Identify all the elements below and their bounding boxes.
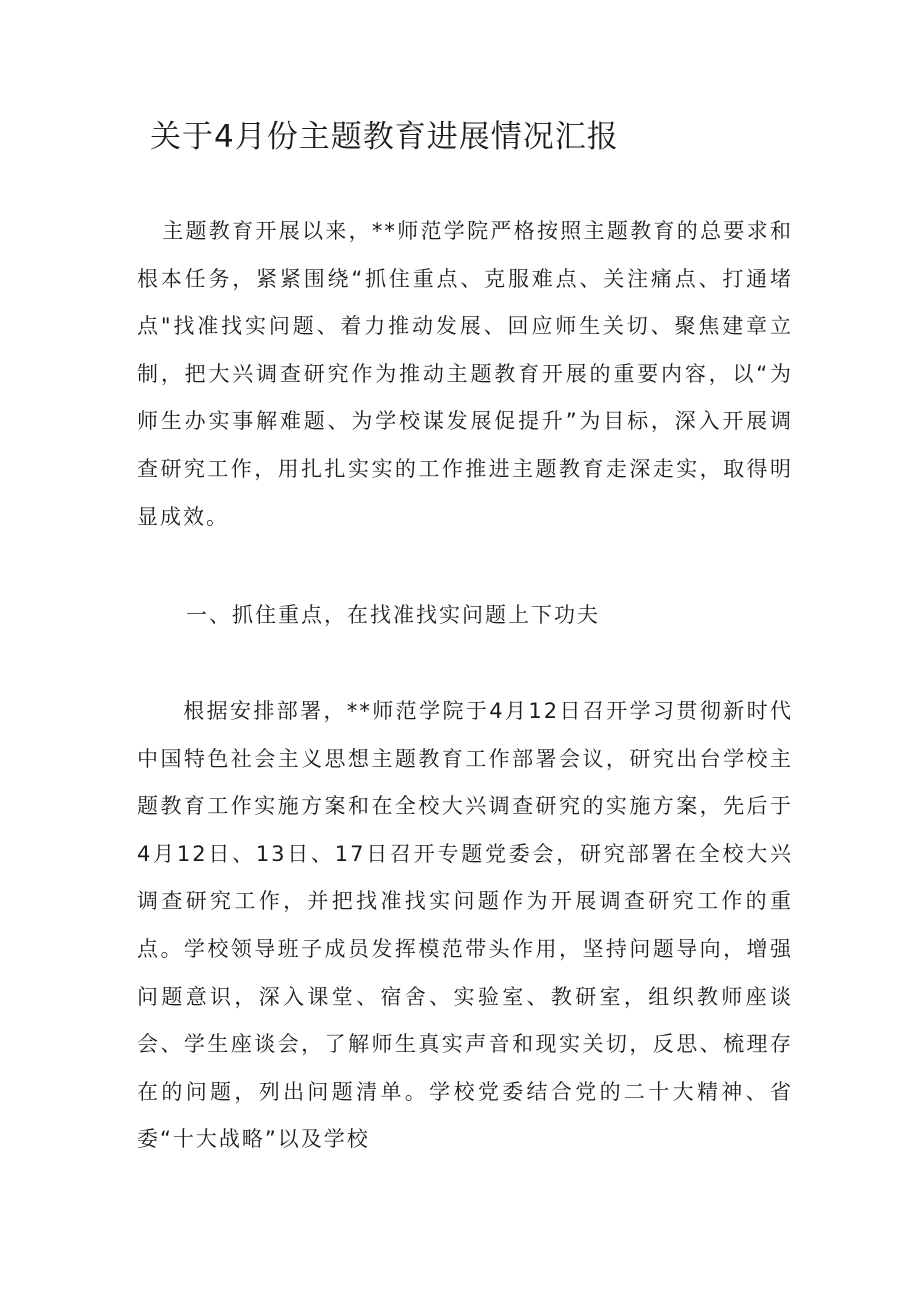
section-heading: 一、抓住重点，在找准找实问题上下功夫: [186, 603, 600, 627]
section-paragraph: 根据安排部署，**师范学院于4月12日召开学习贯彻新时代中国特色社会主义思想主题教育工作部署会议，研究出台学校主题教育工作实施方案和在全校大兴调查研究的实施方案，先后于4月12日、13日、17日召开专题党委会，研究部署在全校大兴调查研究工作，并把找准找实问题作为开展调查研究工作的重点。学校领导班子成员发挥模范带头作用，坚持问题导向，增强问题意识，深入课堂、宿舍、实验室、教研室，组织教师座谈会、学生座谈会，了解师生真实声音和现实关切，反思、梳理存在的问题，列出问题清单。学校党委结合党的二十大精神、省委“十大战略”以及学校: [137, 699, 793, 1152]
intro-paragraph: 主题教育开展以来，**师范学院严格按照主题教育的总要求和根本任务，紧紧围绕“抓住重点、克服难点、关注痛点、打通堵点"找准找实问题、着力推动发展、回应师生关切、聚焦建章立制，把大兴调查研究作为推动主题教育开展的重要内容，以“为师生办实事解难题、为学校谋发展促提升”为目标，深入开展调查研究工作，用扎扎实实的工作推进主题教育走深走实，取得明显成效。: [137, 219, 793, 529]
document-title: 关于4月份主题教育进展情况汇报: [150, 119, 619, 155]
